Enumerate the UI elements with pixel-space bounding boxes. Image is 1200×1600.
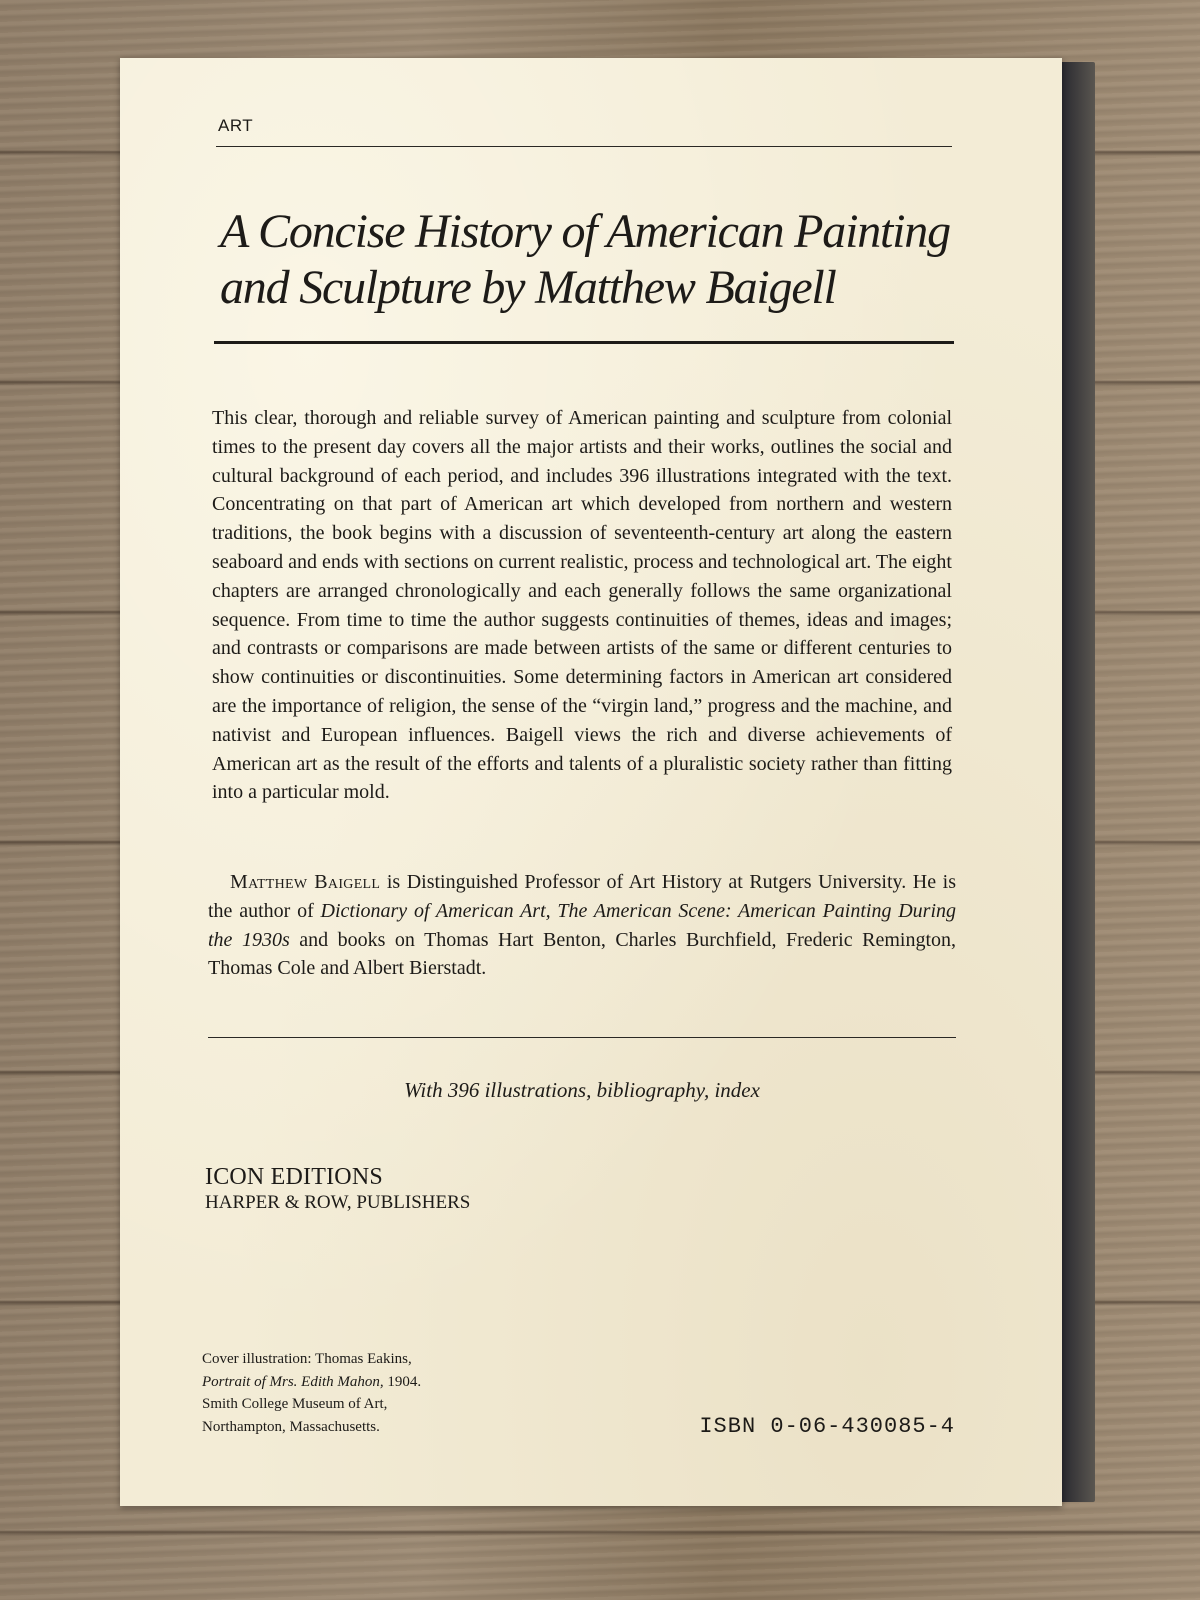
middle-divider bbox=[208, 1037, 956, 1038]
book-back-cover bbox=[120, 58, 1062, 1506]
author-name: Matthew Baigell bbox=[230, 871, 381, 893]
bio-text-1: is Distinguished Professor of Art History at Rutgers University. He is the author of bbox=[208, 871, 957, 922]
imprint-name: ICON EDITIONS bbox=[205, 1164, 383, 1190]
top-divider bbox=[216, 146, 952, 147]
author-bio bbox=[208, 868, 956, 983]
isbn-number: ISBN 0-06-430085-4 bbox=[699, 1414, 955, 1439]
publisher-block bbox=[205, 1163, 470, 1215]
book-title: A Concise History of American Painting and Sculpture by Matthew Baigell bbox=[220, 205, 950, 314]
book-features: With 396 illustrations, bibliography, index bbox=[404, 1078, 760, 1102]
title-divider bbox=[214, 341, 954, 344]
cover-painting-title: Portrait of Mrs. Edith Mahon, bbox=[202, 1373, 384, 1390]
cover-credit-line-4: Northampton, Massachusetts. bbox=[202, 1418, 380, 1435]
bio-text-2: and books on Thomas Hart Benton, Charles Burchfield, Frederic Remington, Thomas Cole and Albert Bierstadt. bbox=[208, 928, 957, 980]
cover-painting-year: 1904. bbox=[383, 1373, 422, 1390]
publisher-name: HARPER & ROW, PUBLISHERS bbox=[205, 1192, 471, 1213]
cover-credit bbox=[202, 1348, 421, 1438]
author-works: Dictionary of American Art, The American Scene: American Painting During the 1930s bbox=[208, 899, 957, 951]
cover-credit-line-1: Cover illustration: Thomas Eakins, bbox=[202, 1351, 412, 1367]
book-description: This clear, thorough and reliable survey of American painting and sculpture from colonial times to the present day covers all the major artists and their works, outlines the social and cultural background of each period, and includes 396 illustrations integrated with the text. Concentrating on that part of American art which developed from northern and western traditions, the book begins with a discussion of seventeenth-century art along the eastern seaboard and ends with sections on current realistic, process and technological art. The eight chapters are arranged chronologically and each generally follows the same organizational sequence. From time to time the author suggests continuities of themes, ideas and images; and contrasts or comparisons are made between artists of the same or different centuries to show continuities or discontinuities. Some determining factors in American art considered are the importance of religion, the sense of the “virgin land,” progress and the machine, and nativist and European influences. Baigell views the rich and diverse achievements of American art as the result of the efforts and talents of a pluralistic society rather than fitting into a particular mold. bbox=[212, 407, 952, 804]
category-label: ART bbox=[218, 116, 254, 135]
cover-credit-line-3: Smith College Museum of Art, bbox=[202, 1396, 388, 1412]
cover-credit-line-2 bbox=[202, 1371, 421, 1394]
